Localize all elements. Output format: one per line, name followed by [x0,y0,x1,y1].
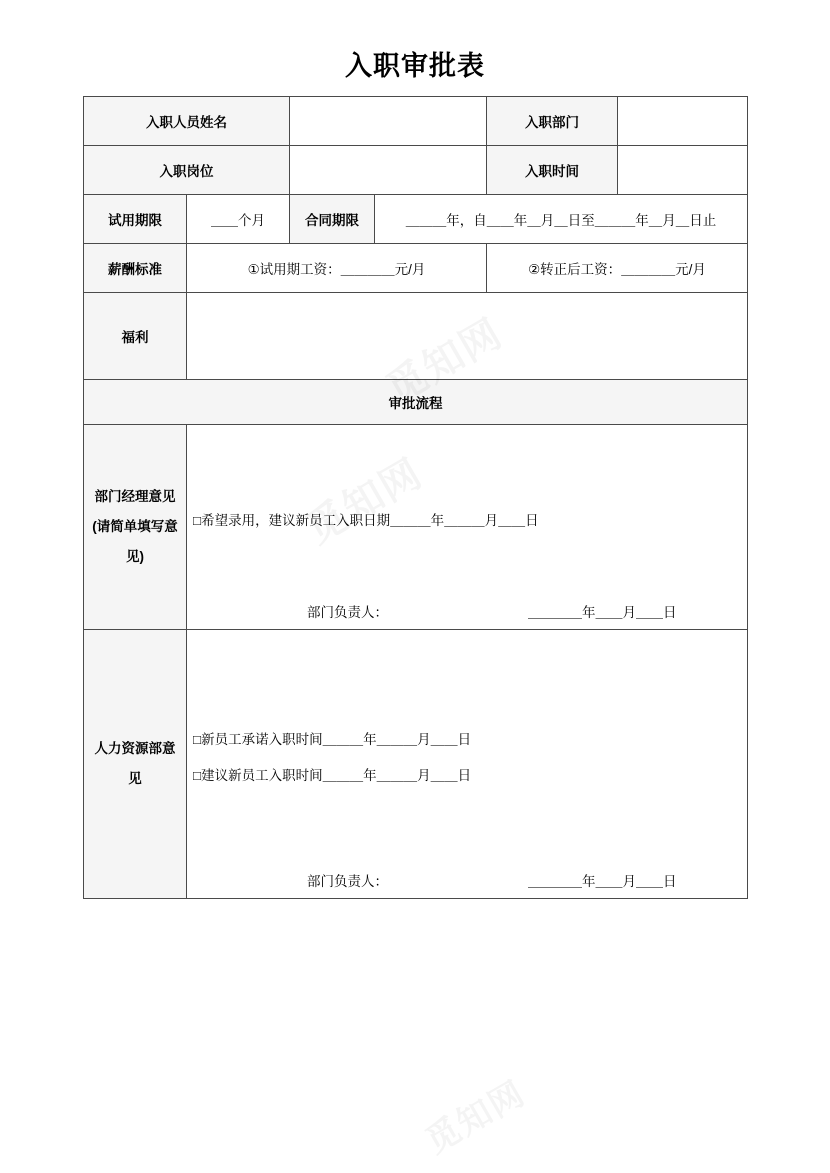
table-row-salary [84,244,748,293]
table-row-hr-opinion [84,630,748,899]
label-employee-name: 入职人员姓名 [84,97,290,146]
label-salary-standard: 薪酬标准 [84,244,187,293]
table-row-section-header [84,380,748,425]
hr-opinion-cell[interactable] [187,630,748,899]
hr-signature-row [187,870,747,890]
label-welfare: 福利 [84,293,187,380]
hr-option-suggested-date[interactable]: □建议新员工入职时间＿＿＿年＿＿＿月＿＿日 [193,768,472,783]
manager-label-line-2: (请简单填写意 [92,519,178,534]
value-entry-date[interactable] [618,146,748,195]
onboarding-approval-table [83,96,748,899]
manager-signature-row [187,601,747,621]
table-row-position [84,146,748,195]
watermark-3 [415,1066,533,1162]
manager-label-line-3: 见) [126,549,144,564]
table-row-probation [84,195,748,244]
label-contract-period: 合同期限 [290,195,375,244]
label-department: 入职部门 [487,97,618,146]
table-row-welfare [84,293,748,380]
hr-signature-date[interactable]: ＿＿＿＿年＿＿月＿＿日 [528,874,677,889]
manager-signature-date[interactable]: ＿＿＿＿年＿＿月＿＿日 [528,605,677,620]
value-position[interactable] [290,146,487,195]
label-entry-date: 入职时间 [487,146,618,195]
label-manager-opinion [84,425,187,630]
page-title: 入职审批表 [345,51,485,81]
label-probation-period: 试用期限 [84,195,187,244]
table-row-manager-opinion [84,425,748,630]
hr-option-promised-date[interactable]: □新员工承诺入职时间＿＿＿年＿＿＿月＿＿日 [193,732,472,747]
section-title-approval-flow: 审批流程 [84,380,748,425]
value-employee-name[interactable] [290,97,487,146]
value-probation-salary[interactable]: ①试用期工资：＿＿＿＿元/月 [187,244,487,293]
manager-signature-label: 部门负责人： [307,605,388,620]
value-probation-period[interactable]: ＿＿个月 [187,195,290,244]
value-welfare[interactable] [187,293,748,380]
hr-signature-label: 部门负责人： [307,874,388,889]
manager-option-hire[interactable]: □希望录用，建议新员工入职日期＿＿＿年＿＿＿月＿＿日 [193,513,539,528]
value-regular-salary[interactable]: ②转正后工资：＿＿＿＿元/月 [487,244,748,293]
manager-opinion-cell[interactable] [187,425,748,630]
manager-label-line-1: 部门经理意见 [94,489,176,504]
table-row-name [84,97,748,146]
value-contract-period[interactable]: ＿＿＿年，自＿＿年＿月＿日至＿＿＿年＿月＿日止 [375,195,748,244]
label-hr-opinion: 人力资源部意见 [84,630,187,899]
label-position: 入职岗位 [84,146,290,195]
value-department[interactable] [618,97,748,146]
